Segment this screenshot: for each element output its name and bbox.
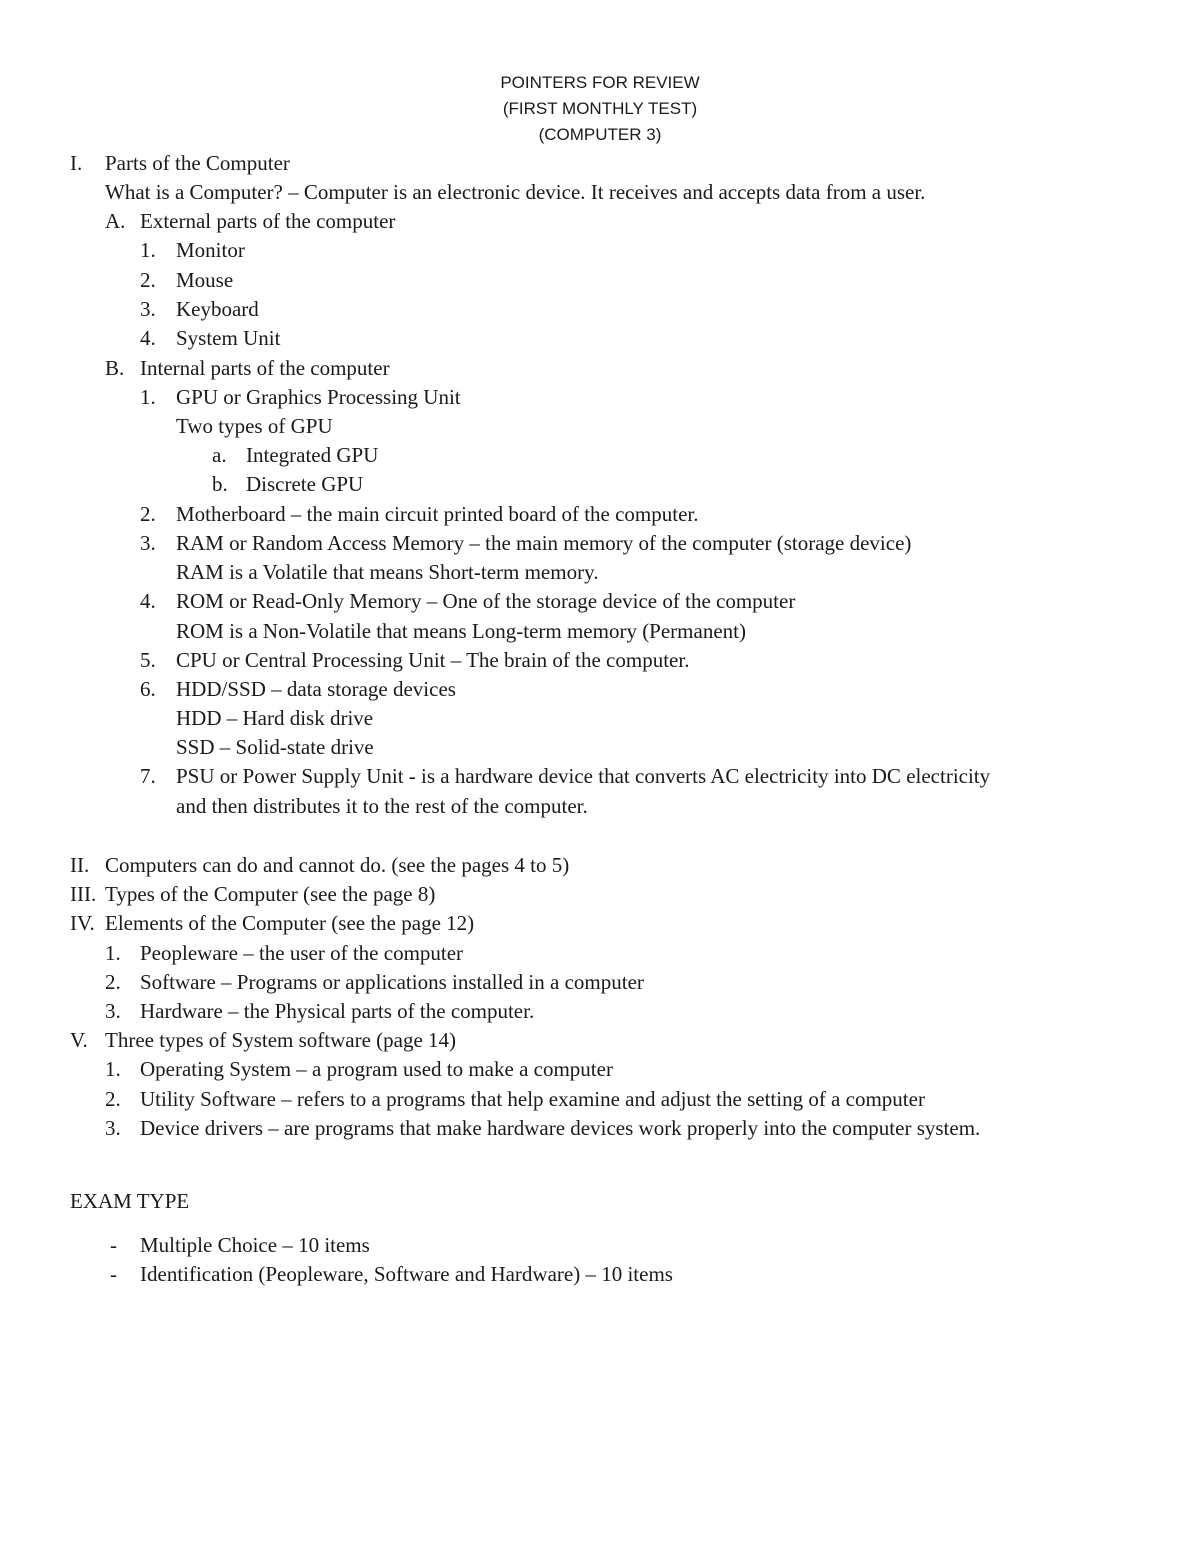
outline-marker: II.: [70, 853, 90, 877]
outline-text: Integrated GPU: [246, 443, 379, 467]
outline-marker: 3.: [105, 999, 121, 1023]
outline-text: CPU or Central Processing Unit – The brain of the computer.: [176, 648, 690, 672]
outline-marker: IV.: [70, 911, 95, 935]
outline-text: Device drivers – are programs that make hardware devices work properly into the computer system.: [140, 1116, 981, 1140]
outline-marker: I.: [70, 151, 83, 175]
outline-marker: -: [110, 1262, 117, 1286]
outline-text: Operating System – a program used to make a computer: [140, 1057, 613, 1081]
document-title: POINTERS FOR REVIEW: [500, 73, 700, 92]
outline-text: SSD – Solid-state drive: [176, 735, 374, 759]
outline-text: Identification (Peopleware, Software and Hardware) – 10 items: [140, 1262, 673, 1286]
outline-text: System Unit: [176, 326, 281, 350]
outline-marker: III.: [70, 882, 97, 906]
outline-text: RAM or Random Access Memory – the main memory of the computer (storage device): [176, 531, 912, 555]
outline-text: and then distributes it to the rest of the computer.: [176, 794, 588, 818]
outline-text: Computers can do and cannot do. (see the pages 4 to 5): [105, 853, 570, 877]
outline-text: HDD/SSD – data storage devices: [176, 677, 456, 701]
outline-text: Mouse: [176, 268, 234, 292]
outline-text: Peopleware – the user of the computer: [140, 941, 464, 965]
outline-marker: -: [110, 1233, 117, 1257]
outline-text: Hardware – the Physical parts of the computer.: [140, 999, 535, 1023]
outline-marker: 2.: [105, 1087, 121, 1111]
outline-text: ROM or Read-Only Memory – One of the storage device of the computer: [176, 589, 796, 613]
outline-text: Types of the Computer (see the page 8): [105, 882, 436, 906]
outline-text: Elements of the Computer (see the page 12): [105, 911, 475, 935]
outline-marker: 1.: [140, 238, 156, 262]
outline-marker: 3.: [140, 297, 156, 321]
outline-marker: 1.: [105, 941, 121, 965]
outline-marker: 1.: [140, 385, 156, 409]
outline-marker: 1.: [105, 1057, 121, 1081]
outline-text: ROM is a Non-Volatile that means Long-term memory (Permanent): [176, 619, 746, 643]
outline-text: Two types of GPU: [176, 414, 333, 438]
outline-marker: 2.: [140, 502, 156, 526]
outline-text: External parts of the computer: [140, 209, 396, 233]
outline-marker: 7.: [140, 764, 156, 788]
document-subtitle-subject: (COMPUTER 3): [538, 125, 662, 144]
outline-marker: 5.: [140, 648, 156, 672]
outline-marker: A.: [105, 209, 126, 233]
outline-marker: 3.: [105, 1116, 121, 1140]
outline-text: Keyboard: [176, 297, 259, 321]
outline-text: Internal parts of the computer: [140, 356, 390, 380]
outline-marker: 3.: [140, 531, 156, 555]
document-subtitle-test: (FIRST MONTHLY TEST): [502, 99, 698, 118]
outline-text: Utility Software – refers to a programs that help examine and adjust the setting of a computer: [140, 1087, 925, 1111]
outline-marker: V.: [70, 1028, 88, 1052]
outline-marker: a.: [212, 443, 227, 467]
outline-marker: 6.: [140, 677, 156, 701]
outline-text: What is a Computer? – Computer is an electronic device. It receives and accepts data from a user.: [105, 180, 926, 204]
document-header: [0, 70, 1200, 148]
outline-text: PSU or Power Supply Unit - is a hardware device that converts AC electricity into DC electricity: [176, 764, 991, 788]
outline-text: Software – Programs or applications installed in a computer: [140, 970, 644, 994]
outline-marker: 2.: [140, 268, 156, 292]
outline-marker: B.: [105, 356, 125, 380]
outline-marker: 2.: [105, 970, 121, 994]
outline-text: RAM is a Volatile that means Short-term memory.: [176, 560, 599, 584]
outline-text: Three types of System software (page 14): [105, 1028, 457, 1052]
outline-text: GPU or Graphics Processing Unit: [176, 385, 461, 409]
outline-text: EXAM TYPE: [70, 1189, 190, 1213]
outline-text: Discrete GPU: [246, 472, 364, 496]
outline-text: HDD – Hard disk drive: [176, 706, 374, 730]
outline-text: Parts of the Computer: [105, 151, 290, 175]
outline-marker: 4.: [140, 589, 156, 613]
outline-text: Motherboard – the main circuit printed board of the computer.: [176, 502, 699, 526]
outline-text: Multiple Choice – 10 items: [140, 1233, 370, 1257]
outline-marker: 4.: [140, 326, 156, 350]
outline-text: Monitor: [176, 238, 245, 262]
outline-marker: b.: [212, 472, 228, 496]
